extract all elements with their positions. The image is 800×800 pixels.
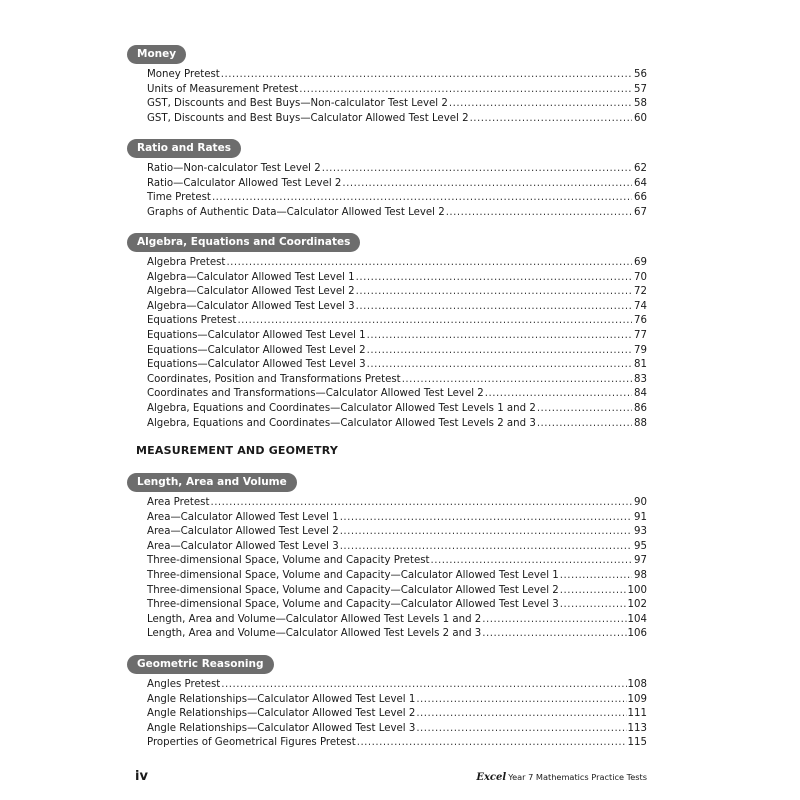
entry-title: Length, Area and Volume—Calculator Allowed Test Levels 1 and 2 [147, 613, 482, 625]
dot-leader [482, 627, 626, 642]
section-money [127, 42, 647, 126]
dot-leader [340, 540, 632, 555]
entry-page-number: 76 [634, 315, 647, 327]
toc-entry [147, 525, 647, 540]
entry-title: Angles Pretest [147, 679, 221, 690]
entry-page-number: 100 [627, 584, 647, 596]
toc-entry [147, 285, 647, 300]
strand-heading: MEASUREMENT AND GEOMETRY [136, 444, 338, 457]
section-entries [127, 162, 647, 220]
toc-entry [147, 613, 647, 628]
entry-page-number: 113 [627, 722, 647, 734]
entry-title: Three-dimensional Space, Volume and Capacity—Calculator Allowed Test Level 2 [147, 584, 559, 596]
entry-page-number: 72 [634, 286, 647, 298]
toc-entry [147, 402, 647, 417]
footer-brand: Excel [476, 772, 507, 783]
section-entries [127, 256, 647, 431]
toc-entry [147, 540, 647, 555]
toc-entry [147, 511, 647, 526]
section-heading: Algebra, Equations and Coordinates [127, 233, 360, 252]
dot-leader [356, 285, 632, 300]
dot-leader [367, 344, 632, 359]
dot-leader [449, 97, 632, 112]
toc-entry [147, 496, 647, 511]
entry-page-number: 58 [634, 98, 647, 110]
toc-entry [147, 83, 647, 98]
entry-title: Algebra, Equations and Coordinates—Calculator Allowed Test Levels 2 and 3 [147, 417, 536, 429]
entry-title: Algebra—Calculator Allowed Test Level 3 [147, 300, 355, 312]
toc-entry [147, 707, 647, 722]
entry-title: Equations—Calculator Allowed Test Level 1 [147, 329, 366, 341]
entry-page-number: 69 [634, 257, 647, 268]
toc-entry [147, 678, 647, 693]
toc-entry [147, 693, 647, 708]
toc-entry [147, 206, 647, 221]
toc-entry [147, 554, 647, 569]
entry-title: Angle Relationships—Calculator Allowed Test Level 2 [147, 708, 416, 720]
dot-leader [356, 271, 632, 286]
entry-title: Units of Measurement Pretest [147, 83, 299, 95]
toc-entry [147, 314, 647, 329]
entry-page-number: 66 [634, 192, 647, 204]
entry-page-number: 106 [627, 628, 647, 640]
dot-leader [560, 584, 627, 599]
toc-entry [147, 191, 647, 206]
toc-entry [147, 736, 647, 751]
dot-leader [340, 525, 632, 540]
entry-title: Coordinates, Position and Transformations Pretest [147, 373, 401, 385]
toc-entry [147, 300, 647, 315]
section-heading: Money [127, 45, 186, 64]
dot-leader [212, 191, 632, 206]
entry-page-number: 79 [634, 344, 647, 356]
entry-page-number: 83 [634, 373, 647, 385]
dot-leader [485, 387, 632, 402]
section-heading: Geometric Reasoning [127, 655, 274, 674]
entry-title: Algebra Pretest [147, 257, 226, 268]
entry-title: Money Pretest [147, 69, 220, 80]
toc-entry [147, 358, 647, 373]
toc-entry [147, 387, 647, 402]
entry-page-number: 60 [634, 112, 647, 124]
dot-leader [237, 314, 632, 329]
toc-entry [147, 344, 647, 359]
entry-title: Length, Area and Volume—Calculator Allowed Test Levels 2 and 3 [147, 628, 482, 640]
dot-leader [416, 707, 626, 722]
entry-title: Ratio—Calculator Allowed Test Level 2 [147, 177, 342, 189]
footer-page-number: iv [135, 769, 148, 784]
entry-page-number: 64 [634, 177, 647, 189]
dot-leader [560, 598, 627, 613]
dot-leader [299, 83, 632, 98]
toc-entry [147, 627, 647, 642]
entry-title: Angle Relationships—Calculator Allowed Test Level 1 [147, 693, 416, 705]
entry-title: Coordinates and Transformations—Calculator Allowed Test Level 2 [147, 388, 484, 400]
toc-entry [147, 417, 647, 432]
dot-leader [446, 206, 632, 221]
dot-leader [537, 417, 632, 432]
dot-leader [340, 511, 632, 526]
entry-title: Properties of Geometrical Figures Pretest [147, 737, 356, 749]
entry-page-number: 70 [634, 271, 647, 283]
dot-leader [402, 373, 632, 388]
toc-entry [147, 329, 647, 344]
entry-page-number: 81 [634, 359, 647, 371]
toc-entry [147, 68, 647, 83]
entry-page-number: 74 [634, 300, 647, 312]
footer-book-title [476, 772, 647, 783]
section-algebra-equations-coordinates [127, 230, 647, 431]
toc-entry [147, 569, 647, 584]
entry-page-number: 86 [634, 402, 647, 414]
dot-leader [367, 358, 632, 373]
entry-page-number: 97 [634, 555, 647, 567]
entry-page-number: 88 [634, 417, 647, 429]
dot-leader [226, 256, 632, 271]
dot-leader [482, 613, 626, 628]
section-geometric-reasoning [127, 652, 647, 751]
entry-page-number: 56 [634, 69, 647, 80]
entry-title: Equations—Calculator Allowed Test Level 2 [147, 344, 366, 356]
entry-page-number: 90 [634, 497, 647, 508]
entry-page-number: 104 [627, 613, 647, 625]
section-length-area-volume [127, 470, 647, 642]
dot-leader [367, 329, 632, 344]
entry-title: Area Pretest [147, 497, 210, 508]
entry-title: Area—Calculator Allowed Test Level 2 [147, 526, 339, 538]
entry-title: Equations Pretest [147, 315, 237, 327]
dot-leader [560, 569, 632, 584]
toc-entry [147, 271, 647, 286]
toc-entry [147, 97, 647, 112]
entry-title: Ratio—Non-calculator Test Level 2 [147, 163, 321, 174]
section-heading: Length, Area and Volume [127, 473, 297, 492]
toc-entry [147, 162, 647, 177]
entry-title: Equations—Calculator Allowed Test Level 3 [147, 359, 366, 371]
entry-page-number: 111 [627, 708, 647, 720]
dot-leader [431, 554, 632, 569]
dot-leader [210, 496, 632, 511]
entry-title: Algebra, Equations and Coordinates—Calculator Allowed Test Levels 1 and 2 [147, 402, 536, 414]
entry-page-number: 57 [634, 83, 647, 95]
toc-entry [147, 598, 647, 613]
section-entries [127, 678, 647, 751]
dot-leader [470, 112, 632, 127]
entry-title: Area—Calculator Allowed Test Level 1 [147, 511, 339, 523]
toc-entry [147, 177, 647, 192]
toc-entry [147, 373, 647, 388]
dot-leader [322, 162, 632, 177]
entry-page-number: 98 [634, 569, 647, 581]
entry-page-number: 84 [634, 388, 647, 400]
entry-page-number: 115 [627, 737, 647, 749]
dot-leader [416, 693, 626, 708]
entry-title: Three-dimensional Space, Volume and Capacity Pretest [147, 555, 430, 567]
entry-title: Area—Calculator Allowed Test Level 3 [147, 540, 339, 552]
entry-title: Time Pretest [147, 192, 211, 204]
entry-page-number: 95 [634, 540, 647, 552]
entry-title: Graphs of Authentic Data—Calculator Allowed Test Level 2 [147, 206, 445, 218]
entry-page-number: 108 [627, 679, 647, 690]
dot-leader [416, 722, 626, 737]
entry-title: Algebra—Calculator Allowed Test Level 2 [147, 286, 355, 298]
dot-leader [221, 68, 632, 83]
toc-entry [147, 722, 647, 737]
entry-page-number: 67 [634, 206, 647, 218]
entry-title: GST, Discounts and Best Buys—Non-calculator Test Level 2 [147, 98, 448, 110]
entry-title: Angle Relationships—Calculator Allowed Test Level 3 [147, 722, 416, 734]
dot-leader [357, 736, 627, 751]
toc-entry [147, 584, 647, 599]
section-entries [127, 68, 647, 126]
entry-page-number: 102 [627, 599, 647, 611]
dot-leader [356, 300, 632, 315]
toc-entry [147, 256, 647, 271]
entry-title: Three-dimensional Space, Volume and Capacity—Calculator Allowed Test Level 3 [147, 599, 559, 611]
entry-page-number: 93 [634, 526, 647, 538]
entry-page-number: 77 [634, 329, 647, 341]
entry-page-number: 62 [634, 163, 647, 174]
section-ratio-and-rates [127, 136, 647, 220]
entry-title: Three-dimensional Space, Volume and Capacity—Calculator Allowed Test Level 1 [147, 569, 559, 581]
dot-leader [342, 177, 632, 192]
entry-page-number: 109 [627, 693, 647, 705]
entry-page-number: 91 [634, 511, 647, 523]
entry-title: Algebra—Calculator Allowed Test Level 1 [147, 271, 355, 283]
section-heading: Ratio and Rates [127, 139, 241, 158]
footer-title-text: Year 7 Mathematics Practice Tests [508, 772, 647, 782]
entry-title: GST, Discounts and Best Buys—Calculator Allowed Test Level 2 [147, 112, 469, 124]
dot-leader [537, 402, 632, 417]
dot-leader [221, 678, 626, 693]
section-entries [127, 496, 647, 642]
toc-entry [147, 112, 647, 127]
